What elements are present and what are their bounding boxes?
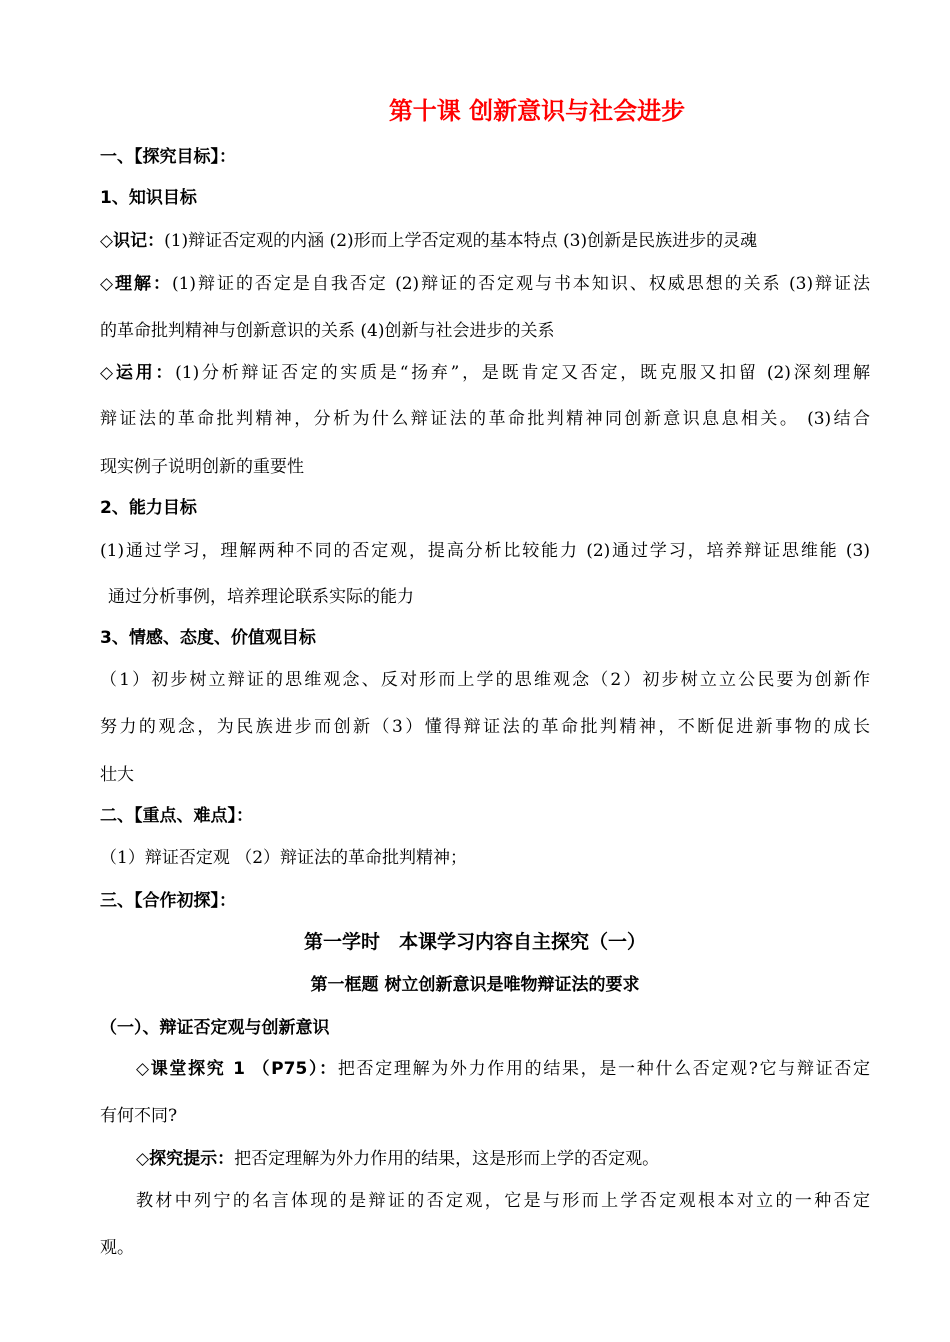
recall-line (100, 229, 870, 253)
understand-label: ◇理解： (100, 274, 172, 294)
page-title: 第十课 创新意识与社会进步 (388, 97, 686, 125)
paragraph-line-1: 教材中列宁的名言体现的是辩证的否定观，它是与形而上学否定观根本对立的一种否定 (136, 1191, 870, 1211)
frame-heading: 第一框题 树立创新意识是唯物辩证法的要求 (310, 975, 640, 995)
recall-text: (1)辩证否定观的内涵 (2)形而上学否定观的基本特点 (3)创新是民族进步的灵魂 (164, 231, 758, 251)
sub-heading: （一）、辩证否定观与创新意识 (100, 1018, 330, 1038)
emotion-line-3: 壮大 (100, 765, 134, 785)
section-heading-explore: 三、【合作初探】： (100, 891, 236, 911)
section-heading-key-points: 二、【重点、难点】： (100, 806, 253, 826)
understand-line-1 (100, 272, 870, 296)
hint-text: 把否定理解为外力作用的结果，这是形而上学的否定观。 (234, 1149, 660, 1169)
ability-line-2: 通过分析事例，培养理论联系实际的能力 (108, 587, 414, 607)
emotion-line-2: 努力的观念，为民族进步而创新（3）懂得辩证法的革命批判精神，不断促进新事物的成长 (100, 717, 870, 737)
apply-label: ◇运用： (100, 363, 176, 383)
apply-line-2: 辩证法的革命批判精神，分析为什么辩证法的革命批判精神同创新意识息息相关。 (3)结合 (100, 409, 870, 429)
ability-heading: 2、能力目标 (100, 498, 197, 518)
period-heading: 第一学时 本课学习内容自主探究（一） (303, 931, 646, 953)
understand-line-2: 的革命批判精神与创新意识的关系 (4)创新与社会进步的关系 (100, 321, 555, 341)
hint-label: ◇探究提示： (136, 1149, 235, 1169)
understand-text-1: (1)辩证的否定是自我否定 (2)辩证的否定观与书本知识、权威思想的关系 (3)辩证法 (171, 274, 870, 294)
section-heading-goals: 一、【探究目标】： (100, 147, 236, 167)
recall-label: ◇识记： (100, 231, 165, 251)
explore-line-1 (136, 1057, 870, 1081)
explore-label: ◇课堂探究 1 （P75）： (136, 1059, 338, 1079)
hint-line (136, 1147, 906, 1171)
apply-text-1: (1)分析辩证否定的实质是“扬弃”，是既肯定又否定，既克服又扣留 (2)深刻理解 (175, 363, 870, 383)
apply-line-1 (100, 361, 870, 385)
apply-line-3: 现实例子说明创新的重要性 (100, 457, 304, 477)
ability-line-1: (1)通过学习，理解两种不同的否定观，提高分析比较能力 (2)通过学习，培养辩证思维能 (3) (100, 541, 870, 561)
explore-line-2: 有何不同? (100, 1106, 178, 1126)
key-points-text: （1）辩证否定观 （2）辩证法的革命批判精神； (100, 848, 468, 868)
knowledge-heading: 1、知识目标 (100, 188, 197, 208)
explore-text-1: 把否定理解为外力作用的结果，是一种什么否定观?它与辩证否定 (337, 1059, 870, 1079)
paragraph-line-2: 观。 (100, 1238, 134, 1258)
emotion-line-1: （1）初步树立辩证的思维观念、反对形而上学的思维观念（2）初步树立立公民要为创新作 (100, 670, 870, 690)
emotion-heading: 3、情感、态度、价值观目标 (100, 628, 316, 648)
